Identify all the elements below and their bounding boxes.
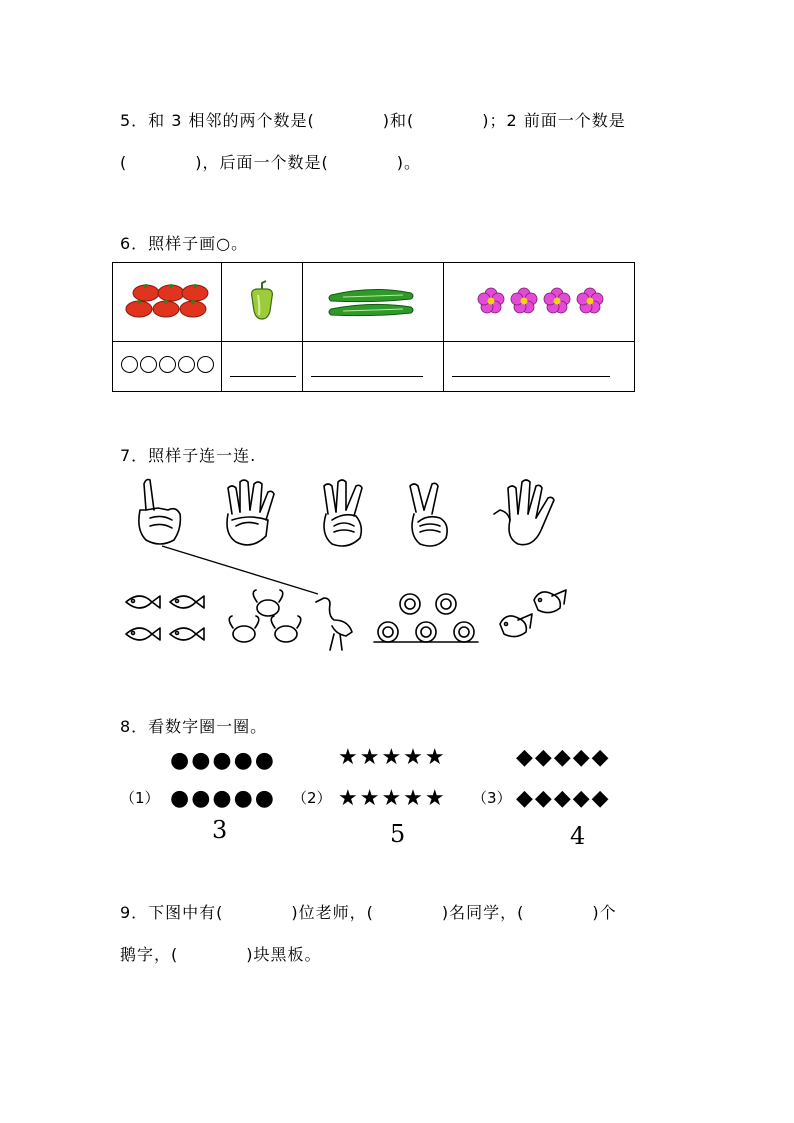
hand-four-icon[interactable] bbox=[227, 480, 274, 545]
q7-matching-area bbox=[0, 470, 794, 660]
bird-group-icon[interactable] bbox=[500, 590, 566, 637]
group1-row1: ●●●●● bbox=[170, 748, 276, 773]
q6-table bbox=[112, 262, 635, 392]
circle-icon bbox=[140, 356, 157, 373]
circle-icon bbox=[178, 356, 195, 373]
pepper-cell bbox=[222, 263, 303, 342]
q5-line2: ( )，后面一个数是( )。 bbox=[120, 153, 421, 172]
crab-group-icon[interactable] bbox=[229, 590, 301, 642]
tomatoes-cell bbox=[113, 263, 222, 342]
hand-three-icon[interactable] bbox=[324, 480, 362, 546]
group1-number: 3 bbox=[212, 816, 228, 844]
group3-number: 4 bbox=[570, 822, 586, 850]
hand-one-icon[interactable] bbox=[139, 480, 181, 545]
hand-two-icon[interactable] bbox=[410, 483, 447, 546]
flowers-icon bbox=[444, 263, 634, 337]
circle-icon bbox=[197, 356, 214, 373]
answer-line bbox=[230, 376, 296, 377]
tomatoes-icon bbox=[113, 263, 221, 337]
group1-label: （1） bbox=[120, 789, 160, 807]
answer-line bbox=[311, 376, 423, 377]
hand-five-icon[interactable] bbox=[494, 480, 554, 545]
snail-group-icon[interactable] bbox=[374, 594, 478, 642]
answer-cell-flowers[interactable] bbox=[444, 342, 635, 392]
answer-cell-pepper[interactable] bbox=[222, 342, 303, 392]
group2-row1: ★★★★★ bbox=[338, 745, 447, 770]
circle-icon bbox=[159, 356, 176, 373]
group3-label: （3） bbox=[472, 789, 512, 807]
group2-row2[interactable]: ★★★★★ bbox=[338, 786, 447, 811]
q7-title: 7．照样子连一连. bbox=[120, 446, 257, 465]
group2-number: 5 bbox=[390, 820, 406, 848]
q8-title: 8．看数字圈一圈。 bbox=[120, 717, 268, 736]
pepper-icon bbox=[222, 263, 302, 337]
fish-group-icon[interactable] bbox=[126, 596, 204, 640]
group3-row2[interactable]: ◆◆◆◆◆ bbox=[516, 786, 611, 811]
answer-cell-cucumbers[interactable] bbox=[303, 342, 444, 392]
q9-line1: 9．下图中有( )位老师，( )名同学，( )个 bbox=[120, 903, 617, 922]
cucumbers-icon bbox=[303, 263, 443, 337]
group3-row1: ◆◆◆◆◆ bbox=[516, 745, 611, 770]
q9-line2: 鹅字，( )块黑板。 bbox=[120, 945, 322, 964]
sample-connection-line bbox=[162, 546, 318, 594]
group1-row2[interactable]: ●●●●● bbox=[170, 786, 276, 811]
answer-line bbox=[452, 376, 610, 377]
cucumbers-cell bbox=[303, 263, 444, 342]
q5-line1: 5．和 3 相邻的两个数是( )和( )；2 前面一个数是 bbox=[120, 111, 626, 130]
q6-title: 6．照样子画○。 bbox=[120, 234, 249, 253]
flowers-cell bbox=[444, 263, 635, 342]
sample-circles bbox=[121, 361, 214, 377]
crane-icon[interactable] bbox=[316, 598, 352, 650]
circle-icon bbox=[121, 356, 138, 373]
sample-circles-cell bbox=[113, 342, 222, 392]
group2-label: （2） bbox=[292, 789, 332, 807]
